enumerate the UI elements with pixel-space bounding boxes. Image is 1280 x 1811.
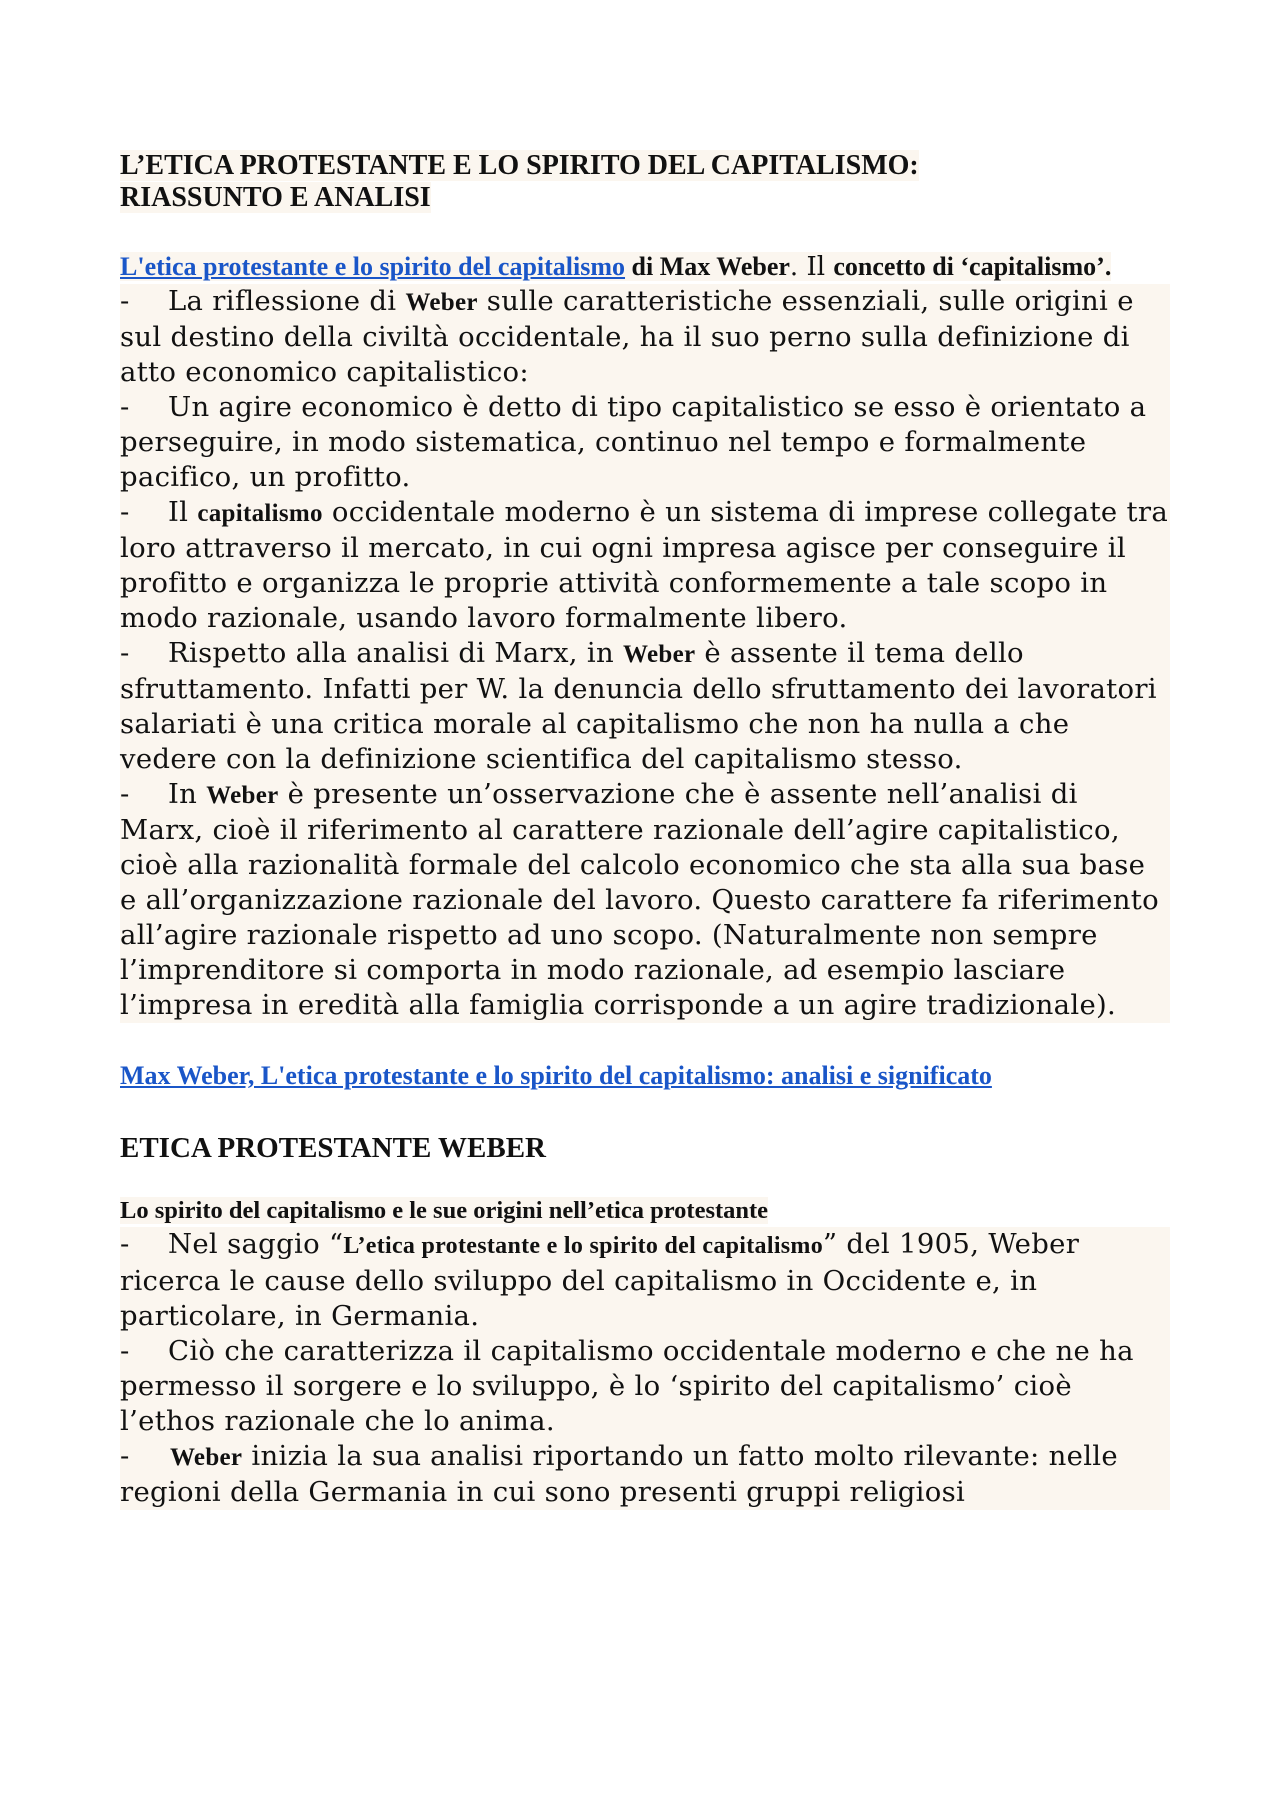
intro-period: . Il <box>789 252 834 282</box>
list-item: - Il capitalismo occidentale moderno è un sistema di imprese collegate tra loro attraverso il mercato, in cui ogni impresa agisce per conseguire il profitto e organizza le proprie attività conformemente a tale scopo in modo razionale, usando lavoro formalmente libero. <box>120 496 1169 634</box>
etica-protestante-link[interactable]: L'etica protestante e lo spirito del capitalismo <box>120 252 626 281</box>
list-item: - Rispetto alla analisi di Marx, in Weber è assente il tema dello sfruttamento. Infatti per W. la denuncia dello sfruttamento dei lavoratori salariati è una critica morale al capitalismo che non ha nulla a che vedere con la definizione scientifica del capitalismo stesso. <box>120 636 1170 777</box>
bullet-list-1 <box>120 284 1170 1023</box>
list-item: - La riflessione di Weber sulle caratteristiche essenziali, sulle origini e sul destino della civiltà occidentale, ha il suo perno sulla definizione di atto economico capitalistico: <box>120 284 1170 390</box>
list-item: - Ciò che caratterizza il capitalismo occidentale moderno e che ne ha permesso il sorgere e lo sviluppo, è lo ‘spirito del capitalismo’ cioè l’ethos razionale che lo anima. <box>120 1334 1170 1439</box>
analysis-link-paragraph <box>120 1059 1170 1093</box>
list-item: - Weber inizia la sua analisi riportando un fatto molto rilevante: nelle regioni della Germania in cui sono presenti gruppi religiosi <box>120 1439 1170 1510</box>
intro-author: di Max Weber <box>625 252 790 281</box>
bullet-list-2 <box>120 1227 1170 1510</box>
max-weber-analysis-link[interactable]: Max Weber, L'etica protestante e lo spirito del capitalismo: analisi e significato <box>120 1061 992 1090</box>
list-item: - In Weber è presente un’osservazione che è assente nell’analisi di Marx, cioè il riferimento al carattere razionale dell’agire capitalistico, cioè alla razionalità formale del calcolo economico che sta alla sua base e all’organizzazione razionale del lavoro. Questo carattere fa riferimento all’agire razionale rispetto ad uno scopo. (Naturalmente non sempre l’imprenditore si comporta in modo razionale, ad esempio lasciare l’impresa in eredità alla famiglia corrisponde a un agire tradizionale). <box>120 777 1170 1023</box>
title-line-2: RIASSUNTO E ANALISI <box>120 182 431 213</box>
intro-paragraph <box>120 250 1170 284</box>
intro-concept: concetto di ‘capitalismo’. <box>833 252 1112 281</box>
list-item: - Nel saggio “L’etica protestante e lo spirito del capitalismo” del 1905, Weber ricerca le cause dello sviluppo del capitalismo in Occidente e, in particolare, in Germania. <box>120 1227 1170 1334</box>
document-title <box>120 150 1170 214</box>
title-line-1: L’ETICA PROTESTANTE E LO SPIRITO DEL CAPITALISMO: <box>120 150 919 181</box>
list-item: - Un agire economico è detto di tipo capitalistico se esso è orientato a perseguire, in modo sistematica, continuo nel tempo e formalmente pacifico, un profitto. <box>120 390 1170 495</box>
section-heading: ETICA PROTESTANTE WEBER <box>120 1132 546 1164</box>
document-page <box>120 150 1170 1510</box>
section-subheading: Lo spirito del capitalismo e le sue origini nell’etica protestante <box>120 1197 769 1224</box>
